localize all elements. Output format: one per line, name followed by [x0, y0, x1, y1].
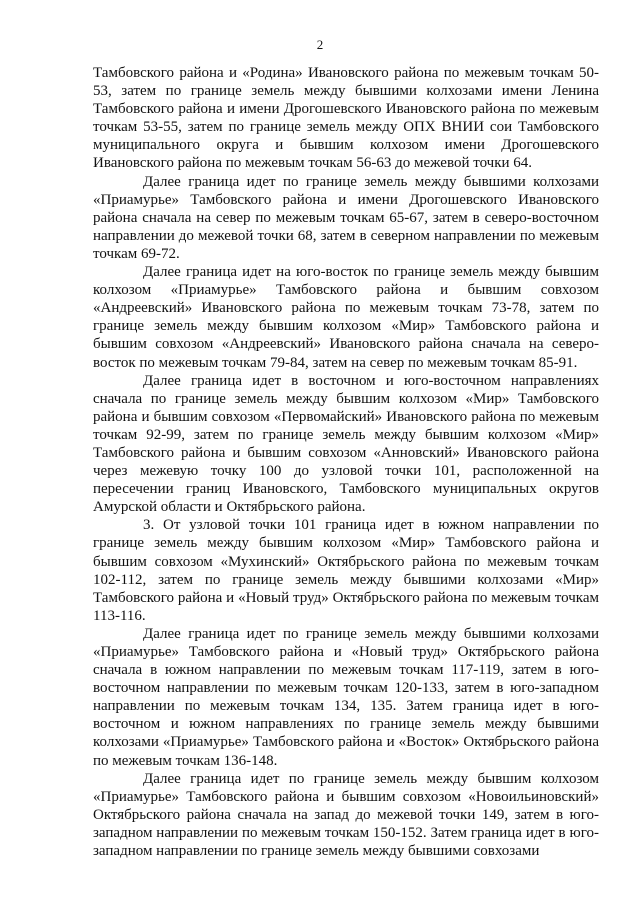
paragraph: Далее граница идет по границе земель между бывшим колхозом «Приамурье» Тамбовского района и бывшим совхозом «Новоильиновский» Октябрьского района сначала на запад до межевой точки 149, затем в юго-западном направлении по межевым точкам 150-152. Затем граница идет в юго-западном направлении по границе земель между бывшими совхозами	[93, 770, 599, 860]
paragraph: 3. От узловой точки 101 граница идет в южном направлении по границе земель между бывшим колхозом «Мир» Тамбовского района и бывшим совхозом «Мухинский» Октябрьского района по межевым точкам 102-112, затем по границе земель между бывшими колхозами «Мир» Тамбовского района и «Новый труд» Октябрьского района по межевым точкам 113-116.	[93, 517, 599, 624]
document-body	[93, 64, 599, 860]
paragraph: Далее граница идет по границе земель между бывшими колхозами «Приамурье» Тамбовского района и имени Дрогошевского Ивановского района сначала на север по межевым точкам 65-67, затем в северо-восточном направлении до межевой точки 68, затем в северном направлении по межевым точкам 69-72.	[93, 173, 599, 262]
paragraph: Далее граница идет по границе земель между бывшими колхозами «Приамурье» Тамбовского района и «Новый труд» Октябрьского района сначала в южном направлении по межевым точкам 117-119, затем в юго-восточном направлении по межевым точкам 120-133, затем в юго-западном направлении по межевым точкам 134, 135. Затем граница идет в юго-восточном и южном направлениях по границе земель между бывшими колхозами «Приамурье» Тамбовского района и «Восток» Октябрьского района по межевым точкам 136-148.	[93, 625, 599, 769]
paragraph: Далее граница идет в восточном и юго-восточном направлениях сначала по границе земель между бывшим колхозом «Мир» Тамбовского района и бывшим совхозом «Первомайский» Ивановского района по межевым точкам 92-99, затем по границе земель между бывшим колхозом «Мир» Тамбовского района и бывшим совхозом «Анновский» Ивановского района через межевую точку 100 до узловой точки 101, расположенной на пересечении границ Ивановского, Тамбовского муниципальных округов Амурской области и Октябрьского района.	[93, 372, 599, 516]
page-number: 2	[316, 37, 324, 52]
paragraph: Далее граница идет на юго-восток по границе земель между бывшим колхозом «Приамурье» Тамбовского района и бывшим совхозом «Андреевский» Ивановского района по межевым точкам 73-78, затем по границе земель между бывшим колхозом «Мир» Тамбовского района и бывшим совхозом «Андреевский» Ивановского района сначала на северо-восток по межевым точкам 79-84, затем на север по межевым точкам 85-91.	[93, 264, 599, 371]
paragraph: Тамбовского района и «Родина» Ивановского района по межевым точкам 50-53, затем по границе земель между бывшими колхозами имени Ленина Тамбовского района и имени Дрогошевского Ивановского района по межевым точкам 53-55, затем по границе земель между ОПХ ВНИИ сои Тамбовского муниципального округа и бывшим колхозом имени Дрогошевского Ивановского района по межевым точкам 56-63 до межевой точки 64.	[93, 65, 599, 172]
